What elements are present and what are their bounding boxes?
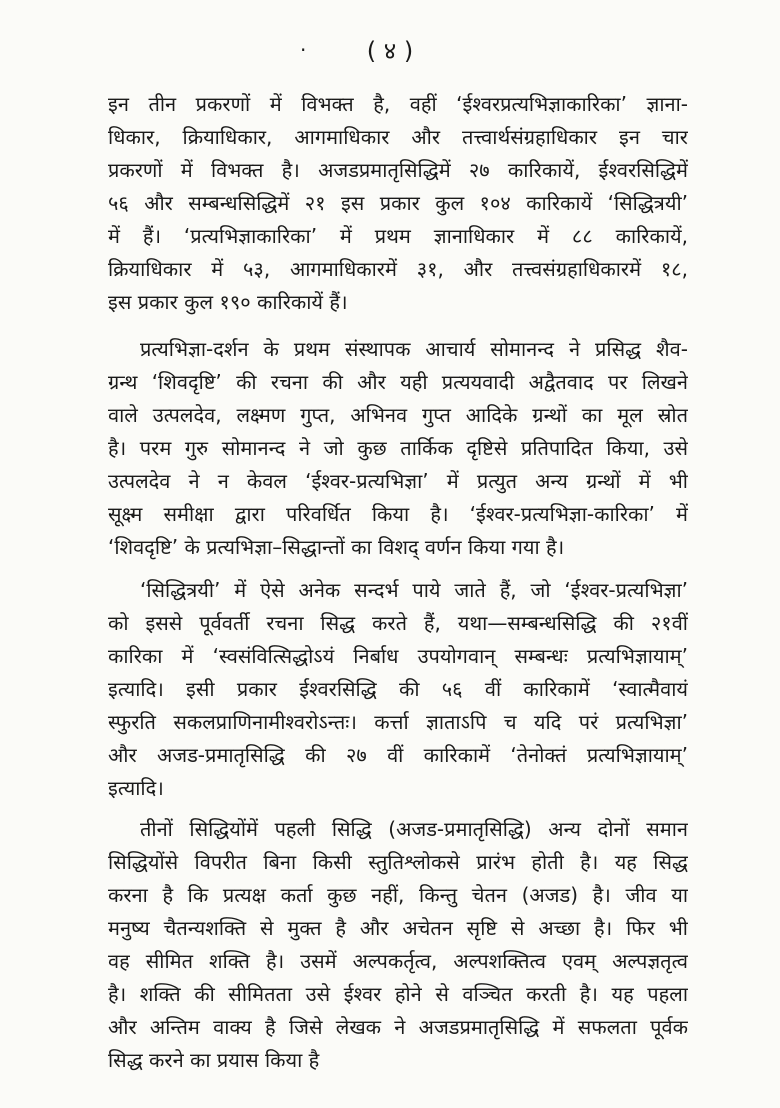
text-line: इत्यादि। इसी प्रकार ईश्वरसिद्धि की ५६ वीं कारिकामें ‘स्वात्मैवायं	[108, 677, 688, 701]
text-line: सूक्ष्म समीक्षा द्वारा परिवर्धित किया है। ‘ईश्वर-प्रत्यभिज्ञा-कारिका’ में	[108, 502, 688, 526]
page-number: ( ४ )	[366, 37, 414, 65]
text-line: वह सीमित शक्ति है। उसमें अल्पकर्तृत्व, अल्पशक्तित्व एवम् अल्पज्ञतृत्व	[108, 949, 688, 973]
paragraph-3	[108, 574, 688, 805]
text-line: तीनों सिद्धियोंमें पहली सिद्धि (अजड-प्रमातृसिद्धि) अन्य दोनों समान	[140, 817, 688, 841]
text-line: सिद्ध करने का प्रयास किया है	[108, 1048, 320, 1072]
text-line: है। शक्ति की सीमितता उसे ईश्वर होने से वञ्चित करती है। यह पहला	[108, 982, 688, 1006]
text-line: इत्यादि।	[108, 776, 164, 800]
text-line: सिद्धियोंसे विपरीत बिना किसी स्तुतिश्लोकसे प्रारंभ होती है। यह सिद्ध	[108, 850, 688, 874]
text-line: प्रकरणों में विभक्त है। अजडप्रमातृसिद्धिमें २७ कारिकायें, ईश्वरसिद्धिमें	[108, 158, 688, 182]
text-line: स्फुरति सकलप्राणिनामीश्वरोऽन्तः। कर्त्ता ज्ञाताऽपि च यदि परं प्रत्यभिज्ञा’	[108, 710, 688, 734]
text-line: करना है कि प्रत्यक्ष कर्ता कुछ नहीं, किन्तु चेतन (अजड) है। जीव या	[108, 883, 688, 907]
text-line: ‘शिवदृष्टि’ के प्रत्यभिज्ञा–सिद्धान्तों का विशद् वर्णन किया गया है।	[108, 535, 565, 559]
text-line: में हैं। ‘प्रत्यभिज्ञाकारिका’ में प्रथम ज्ञानाधिकार में ८८ कारिकायें,	[108, 224, 688, 248]
text-line: कारिका में ‘स्वसंवित्सिद्धोऽयं निर्बाध उपयोगवान् सम्बन्धः प्रत्यभिज्ञायाम्’	[108, 644, 688, 668]
text-line: और अजड-प्रमातृसिद्धि की २७ वीं कारिकामें ‘तेनोक्तं प्रत्यभिज्ञायाम्’	[108, 743, 688, 767]
paragraph-2	[108, 333, 688, 564]
text-line: इन तीन प्रकरणों में विभक्त है, वहीं ‘ईश्वरप्रत्यभिज्ञाकारिका’ ज्ञाना-	[108, 92, 688, 116]
paragraph-4	[108, 813, 688, 1077]
text-line: मनुष्य चैतन्यशक्ति से मुक्त है और अचेतन सृष्टि से अच्छा है। फिर भी	[108, 916, 688, 940]
text-line: है। परम गुरु सोमानन्द ने जो कुछ तार्किक दृष्टिसे प्रतिपादित किया, उसे	[108, 436, 688, 460]
text-line: प्रत्यभिज्ञा-दर्शन के प्रथम संस्थापक आचार्य सोमानन्द ने प्रसिद्ध शैव-	[140, 337, 688, 361]
text-line: को इससे पूर्ववर्ती रचना सिद्ध करते हैं, यथा—सम्बन्धसिद्धि की २१वीं	[108, 611, 688, 635]
text-line: धिकार, क्रियाधिकार, आगमाधिकार और तत्त्वार्थसंग्रहाधिकार इन चार	[108, 125, 688, 149]
text-line: क्रियाधिकार में ५३, आगमाधिकारमें ३१, और तत्त्वसंग्रहाधिकारमें १८,	[108, 257, 688, 281]
text-line: ‘सिद्धित्रयी’ में ऐसे अनेक सन्दर्भ पाये जाते हैं, जो ‘ईश्वर-प्रत्यभिज्ञा’	[140, 578, 688, 602]
text-line: इस प्रकार कुल १९० कारिकायें हैं।	[108, 290, 348, 314]
text-line: वाले उत्पलदेव, लक्ष्मण गुप्त, अभिनव गुप्त आदिके ग्रन्थों का मूल स्रोत	[108, 403, 688, 427]
text-line: और अन्तिम वाक्य है जिसे लेखक ने अजडप्रमातृसिद्धि में सफलता पूर्वक	[108, 1015, 688, 1039]
text-line: उत्पलदेव ने न केवल ‘ईश्वर-प्रत्यभिज्ञा’ में प्रत्युत अन्य ग्रन्थों में भी	[108, 469, 688, 493]
paragraph-1	[108, 88, 688, 319]
text-line: ५६ और सम्बन्धसिद्धिमें २१ इस प्रकार कुल १०४ कारिकायें ‘सिद्धित्रयी’	[108, 191, 688, 215]
scan-speck: ·	[300, 38, 307, 62]
text-line: ग्रन्थ ‘शिवदृष्टि’ की रचना की और यही प्रत्ययवादी अद्वैतवाद पर लिखने	[108, 370, 688, 394]
